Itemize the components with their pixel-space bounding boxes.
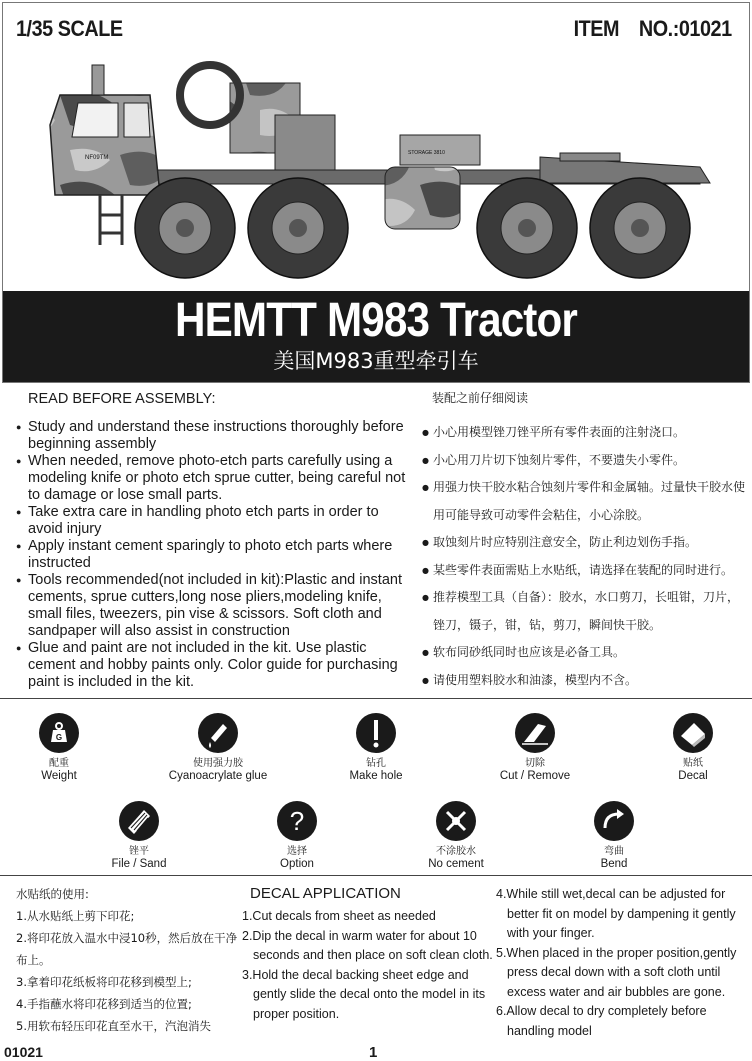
symbol-label-en: Bend bbox=[600, 858, 628, 870]
assembly-note-cn: ● 软布同砂纸同时也应该是必备工具。 bbox=[422, 639, 747, 667]
assembly-note-cn: ● 某些零件表面需贴上水贴纸，请选择在装配的同时进行。 bbox=[422, 557, 747, 585]
symbol-legend bbox=[0, 700, 752, 876]
symbol-file bbox=[74, 800, 204, 871]
assembly-note-cn: ● 取蚀刻片时应特别注意安全，防止利边划伤手指。 bbox=[422, 529, 747, 557]
decal-step-en: 5.When placed in the proper position,gently press decal down with a soft cloth until excess water and air bubbles are gone. bbox=[496, 945, 737, 999]
cab-marking: NF09TM bbox=[85, 155, 109, 161]
symbol-label-cn: 不涂胶水 bbox=[436, 846, 476, 857]
page-number: 1 bbox=[369, 1044, 378, 1061]
decal-heading-cn: 水贴纸的使用: bbox=[16, 887, 89, 901]
assembly-note-en: ● Glue and paint are not included in the kit. Use plastic cement and hobby paints only. Color guide for purchasing paint is included in the kit. bbox=[16, 640, 414, 691]
decal-step-en: 3.Hold the decal backing sheet edge and gently slide the decal onto the model in its proper position. bbox=[242, 967, 486, 1021]
decal-step-en: 4.While still wet,decal can be adjusted for better fit on model by dampening it gently with your finger. bbox=[496, 887, 736, 940]
option-icon bbox=[276, 800, 318, 842]
scale-label: 1/35 SCALE bbox=[16, 16, 123, 41]
symbol-bend bbox=[549, 800, 679, 871]
symbol-cut bbox=[470, 712, 600, 783]
symbol-label-en: Weight bbox=[41, 770, 77, 782]
symbol-label-en: Option bbox=[280, 858, 314, 870]
assembly-notes bbox=[0, 383, 752, 699]
symbol-label-cn: 弯曲 bbox=[604, 846, 624, 857]
drill-icon bbox=[355, 712, 397, 754]
item-number: NO.:01021 bbox=[639, 16, 732, 41]
svg-text:G: G bbox=[55, 733, 63, 742]
symbol-weight bbox=[0, 712, 124, 783]
symbol-no-cement bbox=[391, 800, 521, 871]
symbol-label-cn: 锉平 bbox=[129, 846, 149, 857]
file-icon bbox=[118, 800, 160, 842]
decal-step-en: 6.Allow decal to dry completely before handling model bbox=[496, 1004, 707, 1038]
symbol-option bbox=[232, 800, 362, 871]
symbol-drill bbox=[311, 712, 441, 783]
decal-instructions bbox=[0, 877, 752, 1037]
assembly-heading-en: READ BEFORE ASSEMBLY: bbox=[28, 391, 216, 407]
bend-icon bbox=[593, 800, 635, 842]
symbol-decal bbox=[628, 712, 752, 783]
symbol-label-cn: 切除 bbox=[525, 758, 545, 769]
assembly-note-cn: ● 小心用刀片切下蚀刻片零件，不要遗失小零件。 bbox=[422, 447, 747, 475]
decal-step-cn: 3.拿着印花纸板将印花移到模型上; bbox=[16, 975, 192, 989]
assembly-notes-cn bbox=[422, 391, 747, 694]
item-number-label bbox=[574, 16, 732, 42]
decal-icon bbox=[672, 712, 714, 754]
glue-icon bbox=[197, 712, 239, 754]
title-band bbox=[3, 291, 749, 382]
weight-icon bbox=[38, 712, 80, 754]
decal-steps-cn bbox=[16, 883, 241, 1037]
assembly-note-cn: ● 推荐模型工具（自备）：胶水，水口剪刀，长咀钳，刀片，锉刀，镊子，钳，钻，剪刀，瞬间快干胶。 bbox=[422, 584, 747, 639]
decal-step-cn: 4.手指蘸水将印花移到适当的位置; bbox=[16, 997, 192, 1011]
decal-steps-en-left bbox=[242, 885, 498, 1024]
footer-item-number: 01021 bbox=[4, 1044, 43, 1060]
symbol-label-cn: 使用强力胶 bbox=[193, 758, 243, 769]
decal-step-cn: 5.用软布轻压印花直至水干，汽泡消失 bbox=[16, 1019, 211, 1033]
decal-step-en: 1.Cut decals from sheet as needed bbox=[242, 909, 436, 923]
symbol-label-en: Make hole bbox=[349, 770, 403, 782]
assembly-note-cn: ● 用强力快干胶水粘合蚀刻片零件和金属轴。过量快干胶水使用可能导致可动零件会粘住，小心涂胶。 bbox=[422, 474, 747, 529]
assembly-note-en: ● Apply instant cement sparingly to photo etch parts where instructed bbox=[16, 538, 414, 572]
decal-steps-en-right bbox=[496, 885, 748, 1041]
symbol-label-cn: 配重 bbox=[49, 758, 69, 769]
assembly-note-cn: ● 小心用模型锉刀锉平所有零件表面的注射浇口。 bbox=[422, 419, 747, 447]
assembly-heading-cn: 装配之前仔细阅读 bbox=[432, 391, 529, 405]
assembly-note-cn: ● 请使用塑料胶水和油漆，模型内不含。 bbox=[422, 667, 747, 695]
symbol-label-cn: 钻孔 bbox=[366, 758, 386, 769]
assembly-note-en: ● Take extra care in handling photo etch parts in order to avoid injury bbox=[16, 504, 414, 538]
symbol-label-en: Cyanoacrylate glue bbox=[168, 770, 268, 782]
symbol-label-cn: 选择 bbox=[287, 846, 307, 857]
decal-step-en: 2.Dip the decal in warm water for about 10 seconds and then place on soft clean cloth. bbox=[242, 928, 493, 962]
model-title-cn: 美国M983重型牵引车 bbox=[273, 349, 479, 373]
assembly-notes-en bbox=[16, 391, 414, 691]
symbol-label-cn: 贴纸 bbox=[683, 758, 703, 769]
symbol-label-en: File / Sand bbox=[111, 858, 167, 870]
assembly-note-en: ● When needed, remove photo-etch parts carefully using a modeling knife or photo etch sprue cutter, being careful not to damage or lose small parts. bbox=[16, 453, 414, 504]
decal-heading-en: DECAL APPLICATION bbox=[250, 885, 401, 902]
symbol-label-en: Decal bbox=[678, 770, 708, 782]
decal-step-cn: 2.将印花放入温水中浸10秒，然后放在干净布上。 bbox=[16, 931, 238, 967]
no-cement-icon bbox=[435, 800, 477, 842]
cut-icon bbox=[514, 712, 556, 754]
storage-marking: STORAGE 3810 bbox=[408, 150, 445, 156]
symbol-label-en: Cut / Remove bbox=[499, 770, 571, 782]
svg-text:?: ? bbox=[289, 806, 305, 836]
symbol-glue bbox=[153, 712, 283, 783]
assembly-note-en: ● Study and understand these instructions thoroughly before beginning assembly bbox=[16, 419, 414, 453]
decal-step-cn: 1.从水贴纸上剪下印花; bbox=[16, 909, 135, 923]
truck-illustration bbox=[0, 55, 752, 290]
item-prefix: ITEM bbox=[573, 16, 620, 41]
model-title: HEMTT M983 Tractor bbox=[175, 294, 577, 347]
assembly-note-en: ● Tools recommended(not included in kit):Plastic and instant cements, sprue cutters,long nose pliers,modeling knife, small files, tweezers, pin vise & scissors. Soft cloth and sandpaper will also assist in construction bbox=[16, 572, 414, 640]
symbol-label-en: No cement bbox=[428, 858, 484, 870]
